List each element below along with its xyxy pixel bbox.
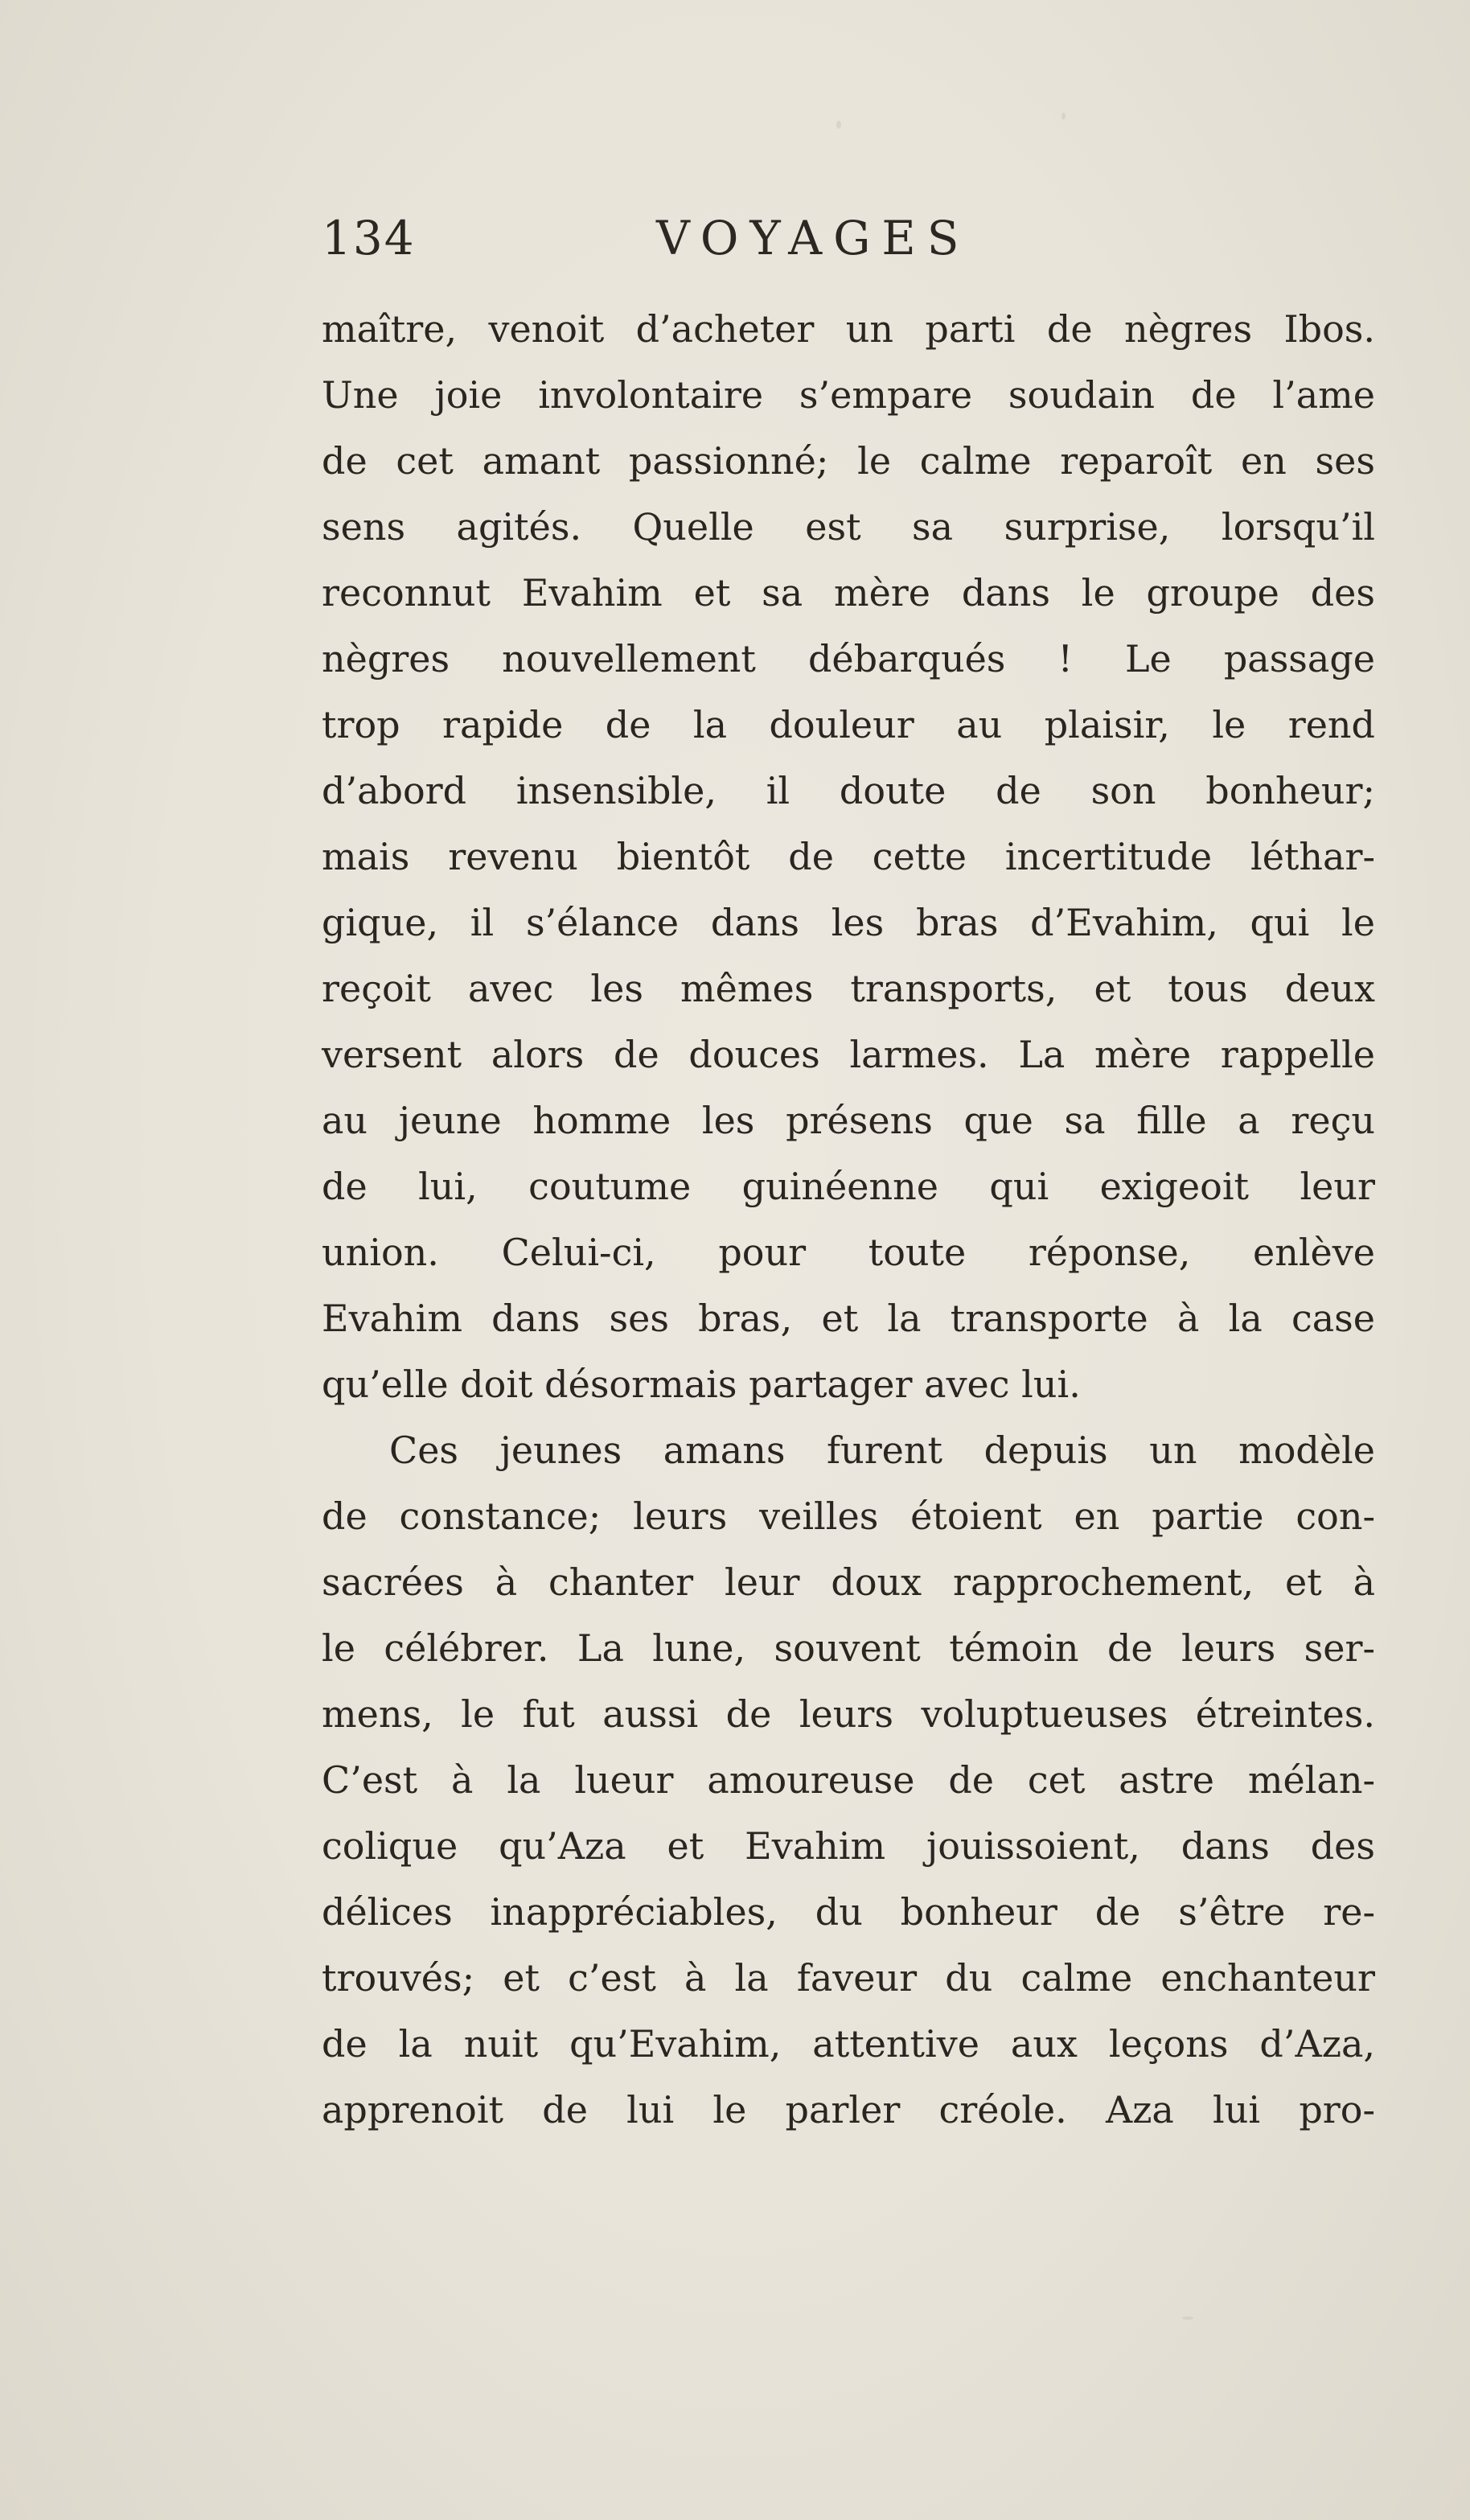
text-line: union. Celui-ci, pour toute réponse, enlève [322, 1231, 1375, 1274]
text-line: colique qu’Aza et Evahim jouissoient, dans des [322, 1824, 1375, 1868]
text-line: maître, venoit d’acheter un parti de nègres Ibos. [322, 307, 1375, 351]
text-line: nègres nouvellement débarqués ! Le passage [322, 637, 1375, 680]
text-line: qu’elle doit désormais partager avec lui. [322, 1363, 1081, 1406]
text-line: gique, il s’élance dans les bras d’Evahim, qui le [322, 901, 1375, 944]
text-line: trouvés; et c’est à la faveur du calme enchanteur [322, 1956, 1375, 2000]
text-line: de la nuit qu’Evahim, attentive aux leçons d’Aza, [322, 2022, 1375, 2066]
text-line: apprenoit de lui le parler créole. Aza lui pro- [322, 2088, 1375, 2132]
paper-stain [836, 121, 841, 129]
body-text [322, 296, 1375, 2143]
text-line: d’abord insensible, il doute de son bonheur; [322, 769, 1375, 812]
page-header [322, 211, 1367, 283]
text-line: reçoit avec les mêmes transports, et tous deux [322, 967, 1375, 1010]
text-line: mais revenu bientôt de cette incertitude léthar- [322, 835, 1375, 878]
text-line: mens, le fut aussi de leurs voluptueuses étreintes. [322, 1692, 1375, 1736]
running-head: VOYAGES [656, 211, 971, 265]
text-line: versent alors de douces larmes. La mère rappelle [322, 1033, 1375, 1076]
text-line: Evahim dans ses bras, et la transporte à la case [322, 1297, 1375, 1340]
text-line: au jeune homme les présens que sa fille a reçu [322, 1099, 1375, 1142]
text-line: Une joie involontaire s’empare soudain de l’ame [322, 373, 1375, 417]
text-line: délices inappréciables, du bonheur de s’être re- [322, 1890, 1375, 1934]
text-line: de lui, coutume guinéenne qui exigeoit leur [322, 1165, 1375, 1208]
text-line: trop rapide de la douleur au plaisir, le rend [322, 703, 1375, 746]
paragraph-first-line: Ces jeunes amans furent depuis un modèle [389, 1429, 1375, 1472]
text-line: reconnut Evahim et sa mère dans le groupe des [322, 571, 1375, 615]
text-line: C’est à la lueur amoureuse de cet astre mélan- [322, 1758, 1375, 1802]
paper-stain [1061, 113, 1066, 120]
text-line: de cet amant passionné; le calme reparoît en ses [322, 439, 1375, 483]
text-line: sens agités. Quelle est sa surprise, lorsqu’il [322, 505, 1375, 549]
text-line: le célébrer. La lune, souvent témoin de leurs ser- [322, 1626, 1375, 1670]
text-line: sacrées à chanter leur doux rapprochement, et à [322, 1560, 1375, 1604]
page-number: 134 [322, 211, 416, 265]
paper-stain [1182, 2317, 1193, 2320]
text-line: de constance; leurs veilles étoient en partie con- [322, 1494, 1375, 1538]
